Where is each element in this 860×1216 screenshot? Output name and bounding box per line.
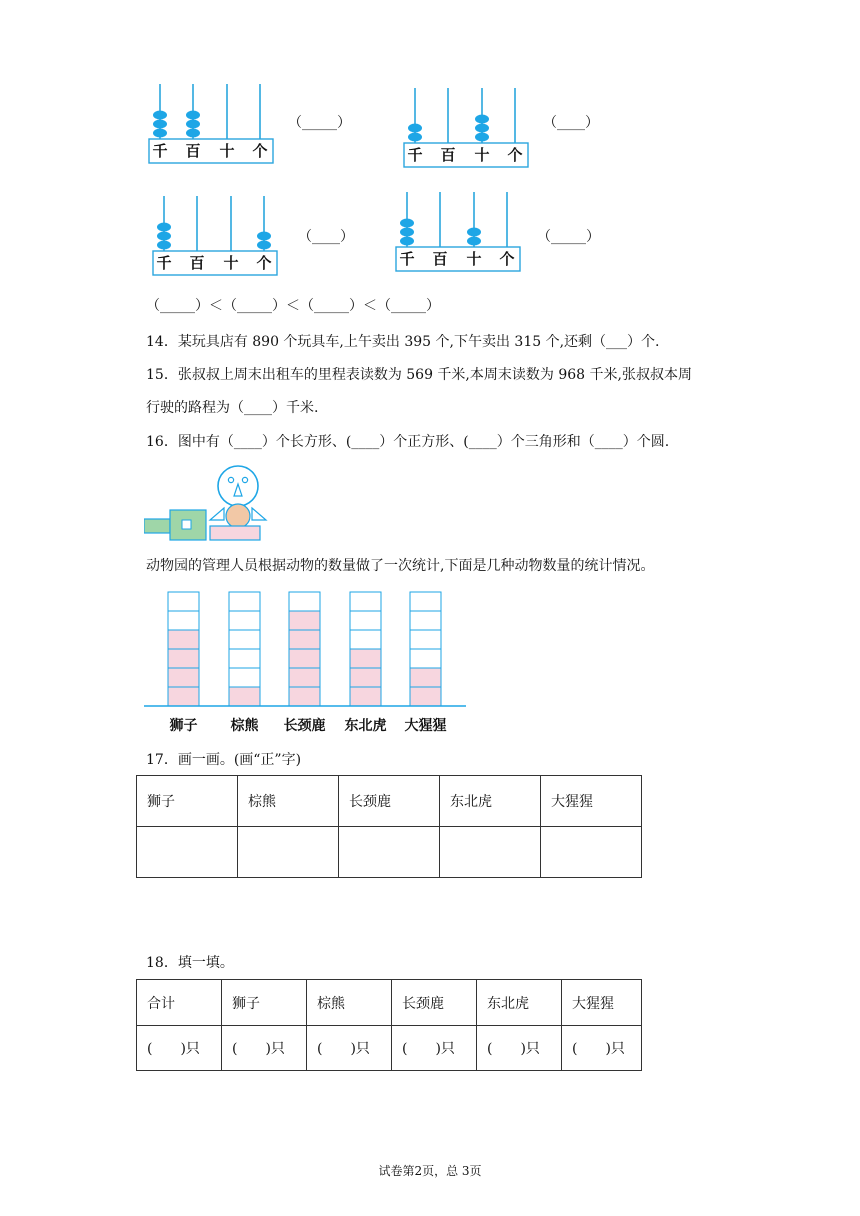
abacus-bead bbox=[408, 124, 422, 133]
abacus-bead bbox=[153, 129, 167, 138]
arm-rectangle bbox=[144, 519, 170, 533]
abacus-place-label: 个 bbox=[507, 146, 523, 164]
abacus-3 bbox=[152, 194, 280, 280]
abacus-2-answer[interactable]: （____） bbox=[543, 115, 599, 131]
q17-header-cell: 大猩猩 bbox=[541, 776, 642, 827]
q18-answer-cell[interactable]: ( )只 bbox=[222, 1026, 307, 1071]
abacus-bead bbox=[408, 133, 422, 142]
abacus-place-label: 十 bbox=[219, 142, 235, 160]
eye-right-icon bbox=[242, 477, 247, 482]
bar-cell-empty bbox=[410, 611, 441, 630]
page-footer: 试卷第2页，总 3页 bbox=[378, 1164, 482, 1178]
question-17-title: 17．画一画。(画“正”字) bbox=[146, 752, 302, 768]
abacus-bead bbox=[257, 241, 271, 250]
bar-cell-empty bbox=[229, 592, 260, 611]
q18-header-cell: 合计 bbox=[137, 980, 222, 1026]
q18-answer-cell[interactable]: ( )只 bbox=[307, 1026, 392, 1071]
small-square bbox=[182, 520, 191, 529]
zoo-intro: 动物园的管理人员根据动物的数量做了一次统计,下面是几种动物数量的统计情况。 bbox=[146, 558, 655, 574]
q17-answer-cell[interactable] bbox=[137, 827, 238, 878]
bar-cell-filled bbox=[168, 649, 199, 668]
q17-header-cell: 长颈鹿 bbox=[339, 776, 440, 827]
bar-cell-filled bbox=[289, 630, 320, 649]
bar-cell-filled bbox=[289, 668, 320, 687]
bar-cell-filled bbox=[289, 687, 320, 706]
q18-answer-cell[interactable]: ( )只 bbox=[477, 1026, 562, 1071]
abacus-bead bbox=[257, 232, 271, 241]
abacus-bead bbox=[186, 120, 200, 129]
abacus-place-label: 百 bbox=[189, 254, 205, 272]
q18-header-cell: 大猩猩 bbox=[562, 980, 642, 1026]
abacus-bead bbox=[153, 120, 167, 129]
category-label: 棕熊 bbox=[230, 718, 259, 734]
abacus-bead bbox=[475, 124, 489, 133]
bar-cell-filled bbox=[350, 687, 381, 706]
category-label: 狮子 bbox=[169, 718, 198, 734]
bar-cell-empty bbox=[229, 668, 260, 687]
abacus-place-label: 千 bbox=[152, 142, 168, 160]
q18-answer-cell[interactable]: ( )只 bbox=[392, 1026, 477, 1071]
base-rectangle bbox=[210, 526, 260, 540]
bar-cell-empty bbox=[168, 592, 199, 611]
abacus-bead bbox=[153, 111, 167, 120]
abacus-place-label: 千 bbox=[399, 250, 415, 268]
abacus-place-label: 个 bbox=[252, 142, 268, 160]
question-16: 16．图中有（____）个长方形、(____）个正方形、(____）个三角形和（____）个圆. bbox=[146, 434, 670, 450]
abacus-place-label: 十 bbox=[466, 250, 482, 268]
q17-answer-cell[interactable] bbox=[440, 827, 541, 878]
abacus-2 bbox=[403, 86, 531, 172]
bar-cell-empty bbox=[289, 592, 320, 611]
bar-cell-empty bbox=[350, 630, 381, 649]
abacus-place-label: 千 bbox=[407, 146, 423, 164]
bar-cell-empty bbox=[410, 649, 441, 668]
bar-cell-empty bbox=[410, 592, 441, 611]
q17-answer-cell[interactable] bbox=[339, 827, 440, 878]
abacus-bead bbox=[157, 232, 171, 241]
abacus-place-label: 十 bbox=[223, 254, 239, 272]
question-18-title: 18．填一填。 bbox=[146, 955, 234, 971]
q18-answer-cell[interactable]: ( )只 bbox=[562, 1026, 642, 1071]
bar-cell-filled bbox=[168, 668, 199, 687]
category-label: 长颈鹿 bbox=[283, 718, 326, 734]
abacus-bead bbox=[157, 241, 171, 250]
q17-answer-cell[interactable] bbox=[541, 827, 642, 878]
abacus-bead bbox=[467, 237, 481, 246]
abacus-bead bbox=[186, 129, 200, 138]
abacus-bead bbox=[400, 237, 414, 246]
bar-cell-empty bbox=[168, 611, 199, 630]
abacus-3-answer[interactable]: （____） bbox=[298, 229, 354, 245]
question-15-line2: 行驶的路程为（____）千米. bbox=[146, 400, 319, 416]
compare-line[interactable]: （_____）＜（_____）＜（_____）＜（_____） bbox=[146, 298, 440, 314]
abacus-1 bbox=[148, 82, 276, 168]
wing-right-triangle bbox=[252, 508, 266, 520]
bar-cell-filled bbox=[229, 687, 260, 706]
abacus-bead bbox=[400, 219, 414, 228]
body-circle bbox=[226, 504, 250, 528]
q18-table bbox=[136, 979, 642, 1071]
q17-answer-cell[interactable] bbox=[238, 827, 339, 878]
eye-left-icon bbox=[228, 477, 233, 482]
abacus-place-label: 百 bbox=[185, 142, 201, 160]
abacus-bead bbox=[467, 228, 481, 237]
abacus-bead bbox=[157, 223, 171, 232]
q18-header-cell: 棕熊 bbox=[307, 980, 392, 1026]
q17-header-cell: 棕熊 bbox=[238, 776, 339, 827]
abacus-4 bbox=[395, 190, 523, 276]
abacus-place-label: 个 bbox=[256, 254, 272, 272]
bar-cell-empty bbox=[229, 630, 260, 649]
category-label: 大猩猩 bbox=[404, 718, 447, 734]
q18-answer-cell[interactable]: ( )只 bbox=[137, 1026, 222, 1071]
category-label: 东北虎 bbox=[344, 718, 387, 734]
wing-left-triangle bbox=[210, 508, 224, 520]
abacus-bead bbox=[475, 133, 489, 142]
bar-cell-filled bbox=[350, 649, 381, 668]
bar-cell-empty bbox=[350, 611, 381, 630]
question-14: 14．某玩具店有 890 个玩具车,上午卖出 395 个,下午卖出 315 个,还剩（___）个. bbox=[146, 334, 660, 350]
q18-header-cell: 长颈鹿 bbox=[392, 980, 477, 1026]
abacus-place-label: 百 bbox=[432, 250, 448, 268]
animal-count-chart bbox=[144, 590, 474, 744]
bar-cell-filled bbox=[410, 668, 441, 687]
q18-header-cell: 狮子 bbox=[222, 980, 307, 1026]
bar-cell-filled bbox=[168, 687, 199, 706]
abacus-place-label: 百 bbox=[440, 146, 456, 164]
q17-header-cell: 狮子 bbox=[137, 776, 238, 827]
abacus-4-answer[interactable]: （_____） bbox=[537, 229, 600, 245]
abacus-place-label: 十 bbox=[474, 146, 490, 164]
q17-table bbox=[136, 775, 642, 878]
shapes-figure bbox=[144, 464, 284, 548]
bar-cell-filled bbox=[350, 668, 381, 687]
q18-header-cell: 东北虎 bbox=[477, 980, 562, 1026]
question-15-line1: 15．张叔叔上周末出租车的里程表读数为 569 千米,本周末读数为 968 千米,张叔叔本周 bbox=[146, 367, 692, 383]
abacus-bead bbox=[186, 111, 200, 120]
bar-cell-filled bbox=[289, 649, 320, 668]
bar-cell-filled bbox=[410, 687, 441, 706]
abacus-bead bbox=[475, 115, 489, 124]
abacus-bead bbox=[400, 228, 414, 237]
q17-header-cell: 东北虎 bbox=[440, 776, 541, 827]
bar-cell-empty bbox=[229, 611, 260, 630]
abacus-place-label: 千 bbox=[156, 254, 172, 272]
bar-cell-filled bbox=[168, 630, 199, 649]
bar-cell-empty bbox=[410, 630, 441, 649]
abacus-1-answer[interactable]: （_____） bbox=[288, 115, 351, 131]
abacus-place-label: 个 bbox=[499, 250, 515, 268]
bar-cell-empty bbox=[229, 649, 260, 668]
bar-cell-filled bbox=[289, 611, 320, 630]
bar-cell-empty bbox=[350, 592, 381, 611]
